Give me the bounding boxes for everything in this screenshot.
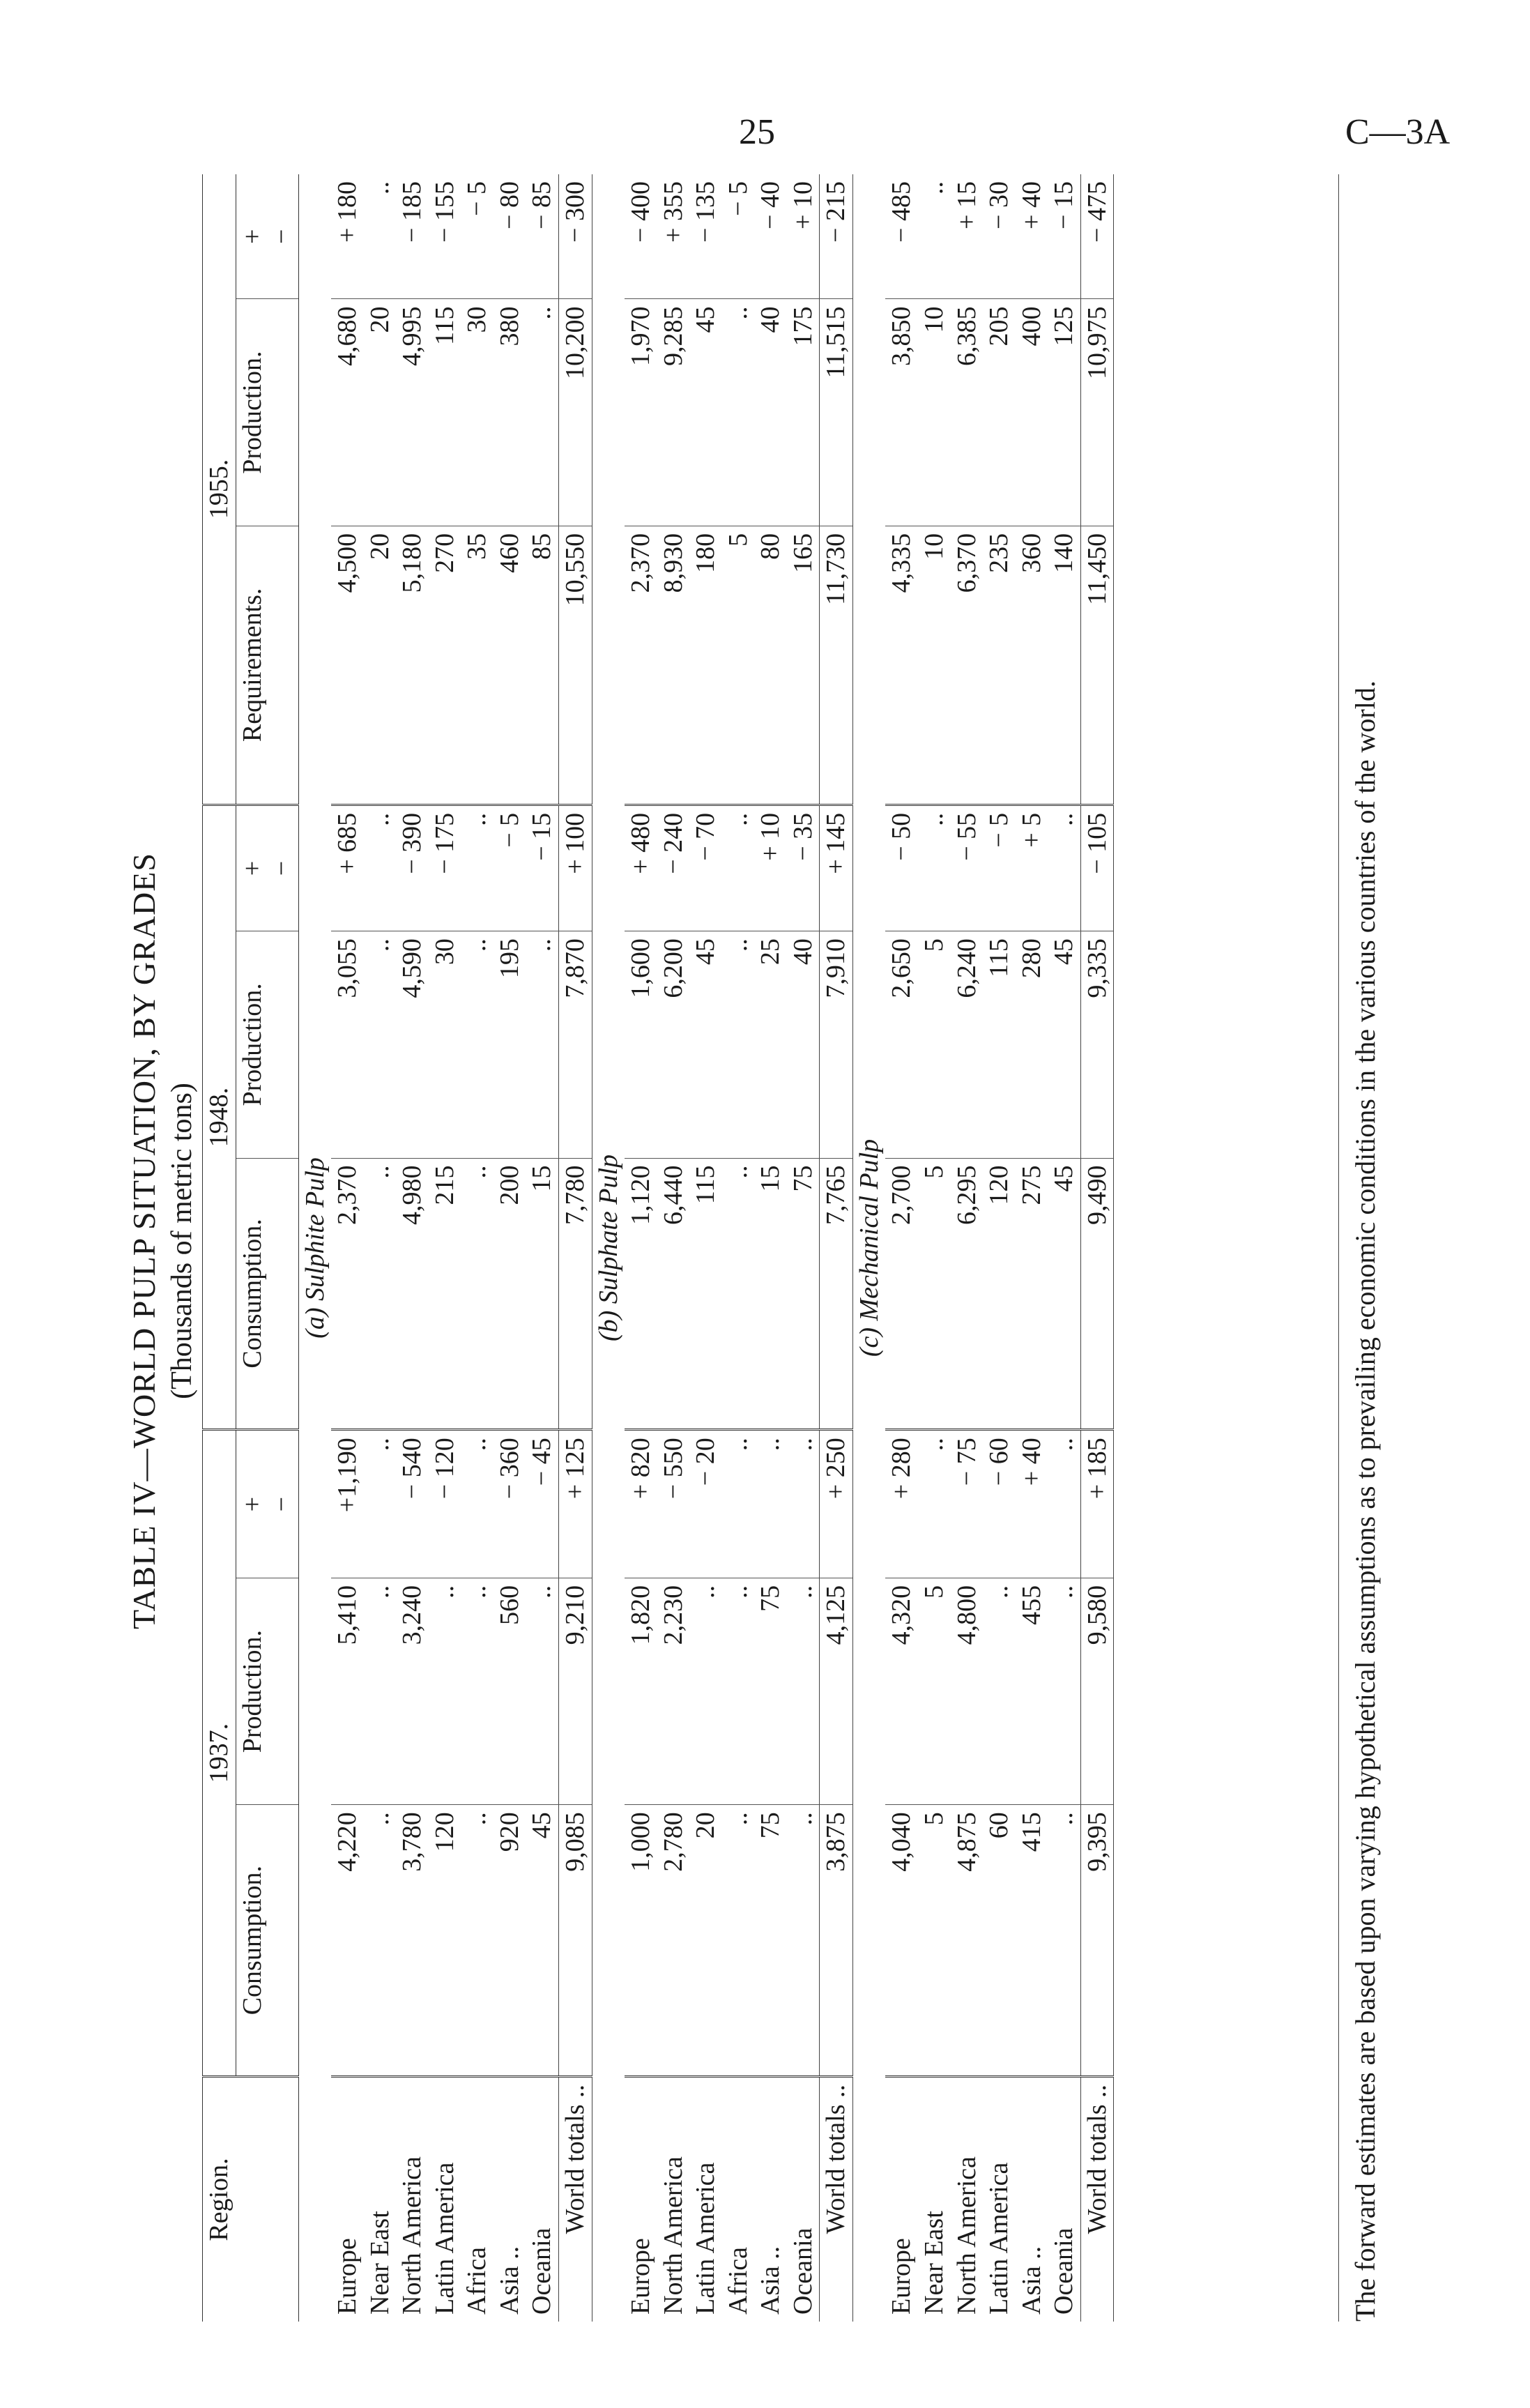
table-row	[689, 174, 722, 2322]
value-cell-p55: 400	[1016, 299, 1048, 526]
value-cell-p37: 75	[754, 1578, 787, 1804]
pulp-table	[202, 174, 1114, 2322]
value-cell-c37: 1,000	[625, 1805, 657, 2077]
value-cell-d55: ..	[918, 174, 951, 299]
value-cell-r55: 5,180	[396, 526, 429, 805]
value-cell-p48: 30	[429, 931, 461, 1158]
value-cell-d48: ..	[1048, 805, 1080, 931]
value-cell-c48: 5	[918, 1158, 951, 1430]
value-cell-p55: 10	[918, 299, 951, 526]
value-cell-d55: − 30	[983, 174, 1016, 299]
value-cell-c48: 115	[689, 1158, 722, 1430]
value-cell-r55: 235	[983, 526, 1016, 805]
value-cell-d48: − 5	[494, 805, 526, 931]
value-cell-d48: ..	[461, 805, 494, 931]
table-row	[885, 174, 918, 2322]
value-cell-p48: 280	[1016, 931, 1048, 1158]
value-cell-p37: 1,820	[625, 1578, 657, 1804]
value-cell-d55: − 5	[461, 174, 494, 299]
value-cell-p55: 6,385	[951, 299, 984, 526]
table-row	[526, 174, 558, 2322]
value-cell-c48: 275	[1016, 1158, 1048, 1430]
value-cell-d48: + 685	[331, 805, 364, 931]
value-cell-c48: 4,980	[396, 1158, 429, 1430]
header-production-1955: Production.	[236, 299, 298, 526]
header-requirements-1955: Requirements.	[236, 526, 298, 805]
value-cell-r55: 2,370	[625, 526, 657, 805]
value-cell-r55: 140	[1048, 526, 1080, 805]
value-cell-p48: 2,650	[885, 931, 918, 1158]
region-cell: Latin America	[984, 2162, 1014, 2315]
value-cell-p55: 40	[754, 299, 787, 526]
value-cell-p37: ..	[689, 1578, 722, 1804]
world-totals-label: World totals ..	[820, 2077, 853, 2322]
value-cell-d48: − 35	[787, 805, 820, 931]
value-cell-c37: 3,780	[396, 1805, 429, 2077]
total-cell-d55: − 475	[1080, 174, 1114, 299]
value-cell-c48: 6,440	[657, 1158, 690, 1430]
value-cell-d55: − 155	[429, 174, 461, 299]
value-cell-d48: ..	[918, 805, 951, 931]
header-region: Region.	[203, 2077, 299, 2322]
value-cell-c48: 1,120	[625, 1158, 657, 1430]
value-cell-c37: 415	[1016, 1805, 1048, 2077]
value-cell-d55: − 80	[494, 174, 526, 299]
value-cell-p37: 4,320	[885, 1578, 918, 1804]
table-row	[787, 174, 820, 2322]
value-cell-d37: ..	[1048, 1430, 1080, 1578]
total-cell-d37: + 250	[820, 1430, 853, 1578]
region-cell: Asia ..	[756, 2246, 786, 2315]
region-cell: Europe	[626, 2238, 656, 2315]
value-cell-p55: ..	[526, 299, 558, 526]
value-cell-p55: 4,995	[396, 299, 429, 526]
table-row	[722, 174, 755, 2322]
value-cell-d37: − 360	[494, 1430, 526, 1578]
value-cell-p37: 5	[918, 1578, 951, 1804]
value-cell-p48: 6,240	[951, 931, 984, 1158]
value-cell-c37: 5	[918, 1805, 951, 2077]
value-cell-d37: − 45	[526, 1430, 558, 1578]
region-cell: Asia ..	[1016, 2246, 1046, 2315]
value-cell-d37: ..	[754, 1430, 787, 1578]
footnote: The forward estimates are based upon varying hypothetical assumptions as to prevailing economic conditions in the various countries of the world.	[1338, 174, 1382, 2322]
world-totals-label: World totals ..	[559, 2077, 592, 2322]
value-cell-p48: 25	[754, 931, 787, 1158]
value-cell-r55: 35	[461, 526, 494, 805]
value-cell-r55: 8,930	[657, 526, 690, 805]
total-cell-d37: + 125	[559, 1430, 592, 1578]
total-cell-p48: 9,335	[1080, 931, 1114, 1158]
total-cell-d55: − 215	[820, 174, 853, 299]
value-cell-c48: 120	[983, 1158, 1016, 1430]
table-subtitle: (Thousands of metric tons)	[166, 1083, 198, 1399]
value-cell-c37: 2,780	[657, 1805, 690, 2077]
value-cell-p48: ..	[461, 931, 494, 1158]
header-production-1948: Production.	[236, 931, 298, 1158]
table-row	[625, 174, 657, 2322]
value-cell-d55: − 40	[754, 174, 787, 299]
table-row	[918, 174, 951, 2322]
value-cell-c37: ..	[364, 1805, 397, 2077]
value-cell-r55: 10	[918, 526, 951, 805]
table-row	[951, 174, 984, 2322]
value-cell-r55: 6,370	[951, 526, 984, 805]
value-cell-c48: 215	[429, 1158, 461, 1430]
value-cell-r55: 460	[494, 526, 526, 805]
value-cell-d37: ..	[722, 1430, 755, 1578]
total-cell-c48: 7,765	[820, 1158, 853, 1430]
value-cell-d37: +1,190	[331, 1430, 364, 1578]
total-cell-c37: 9,085	[559, 1805, 592, 2077]
total-cell-r55: 11,730	[820, 526, 853, 805]
value-cell-d48: ..	[722, 805, 755, 931]
value-cell-c48: ..	[722, 1158, 755, 1430]
value-cell-d37: − 20	[689, 1430, 722, 1578]
value-cell-r55: 20	[364, 526, 397, 805]
value-cell-r55: 4,335	[885, 526, 918, 805]
value-cell-r55: 360	[1016, 526, 1048, 805]
region-cell: Oceania	[527, 2227, 557, 2315]
table-title-block	[112, 160, 199, 2322]
region-cell: Africa	[723, 2246, 753, 2315]
value-cell-d55: ..	[364, 174, 397, 299]
value-cell-p55: 30	[461, 299, 494, 526]
section-title-row	[298, 174, 331, 2322]
value-cell-d55: − 485	[885, 174, 918, 299]
value-cell-c37: 4,220	[331, 1805, 364, 2077]
value-cell-p55: 1,970	[625, 299, 657, 526]
value-cell-d48: − 175	[429, 805, 461, 931]
value-cell-c48: 200	[494, 1158, 526, 1430]
value-cell-d55: − 5	[722, 174, 755, 299]
value-cell-d48: − 55	[951, 805, 984, 931]
value-cell-p37: ..	[526, 1578, 558, 1804]
section-title: (b) Sulphate Pulp	[593, 1154, 623, 1342]
value-cell-d37: − 120	[429, 1430, 461, 1578]
table-row	[1048, 174, 1080, 2322]
region-cell: Europe	[332, 2238, 362, 2315]
value-cell-d48: − 390	[396, 805, 429, 931]
world-totals-label: World totals ..	[1080, 2077, 1114, 2322]
total-cell-d48: − 105	[1080, 805, 1114, 931]
region-cell: Europe	[887, 2238, 917, 2315]
value-cell-c37: ..	[722, 1805, 755, 2077]
total-cell-p55: 10,975	[1080, 299, 1114, 526]
value-cell-c48: 15	[526, 1158, 558, 1430]
value-cell-d48: − 240	[657, 805, 690, 931]
header-consumption-1948: Consumption.	[236, 1158, 298, 1430]
value-cell-c37: 120	[429, 1805, 461, 2077]
total-cell-c37: 3,875	[820, 1805, 853, 2077]
section-title-row	[852, 174, 885, 2322]
value-cell-d55: + 180	[331, 174, 364, 299]
value-cell-p55: 4,680	[331, 299, 364, 526]
region-cell: North America	[397, 2156, 427, 2315]
value-cell-d55: − 185	[396, 174, 429, 299]
region-cell: Asia ..	[494, 2246, 524, 2315]
value-cell-c37: 20	[689, 1805, 722, 2077]
value-cell-c37: 4,040	[885, 1805, 918, 2077]
value-cell-c48: 2,370	[331, 1158, 364, 1430]
total-cell-c48: 7,780	[559, 1158, 592, 1430]
document-reference: C—3A	[1345, 112, 1451, 152]
value-cell-p55: 115	[429, 299, 461, 526]
table-row	[657, 174, 690, 2322]
value-cell-d48: − 70	[689, 805, 722, 931]
value-cell-p48: 45	[1048, 931, 1080, 1158]
region-cell: Near East	[919, 2211, 949, 2315]
value-cell-p48: 1,600	[625, 931, 657, 1158]
value-cell-d37: − 60	[983, 1430, 1016, 1578]
total-cell-r55: 10,550	[559, 526, 592, 805]
value-cell-d55: − 400	[625, 174, 657, 299]
header-consumption-1937: Consumption.	[236, 1805, 298, 2077]
value-cell-p48: 3,055	[331, 931, 364, 1158]
value-cell-d48: + 10	[754, 805, 787, 931]
header-1948: 1948.	[203, 805, 236, 1429]
value-cell-p48: ..	[364, 931, 397, 1158]
value-cell-c48: 6,295	[951, 1158, 984, 1430]
region-cell: Oceania	[788, 2227, 818, 2315]
value-cell-r55: 80	[754, 526, 787, 805]
region-cell: Oceania	[1049, 2227, 1079, 2315]
table-row	[364, 174, 397, 2322]
region-cell: Africa	[462, 2246, 492, 2315]
table-row	[983, 174, 1016, 2322]
value-cell-d37: + 40	[1016, 1430, 1048, 1578]
table-row	[1016, 174, 1048, 2322]
region-cell: Near East	[365, 2211, 395, 2315]
value-cell-c48: ..	[364, 1158, 397, 1430]
total-cell-d48: + 100	[559, 805, 592, 931]
table-row	[429, 174, 461, 2322]
value-cell-p37: ..	[983, 1578, 1016, 1804]
value-cell-d48: + 480	[625, 805, 657, 931]
value-cell-p55: 9,285	[657, 299, 690, 526]
value-cell-p37: ..	[364, 1578, 397, 1804]
value-cell-d48: ..	[364, 805, 397, 931]
value-cell-c37: 4,875	[951, 1805, 984, 2077]
value-cell-p48: 40	[787, 931, 820, 1158]
value-cell-p37: 560	[494, 1578, 526, 1804]
total-cell-d55: − 300	[559, 174, 592, 299]
table-row	[494, 174, 526, 2322]
header-pm-1948: + −	[236, 805, 298, 931]
value-cell-d55: − 85	[526, 174, 558, 299]
world-totals-row	[1080, 174, 1114, 2322]
total-cell-p55: 11,515	[820, 299, 853, 526]
value-cell-p37: 455	[1016, 1578, 1048, 1804]
world-totals-row	[820, 174, 853, 2322]
total-cell-c48: 9,490	[1080, 1158, 1114, 1430]
value-cell-p37: ..	[461, 1578, 494, 1804]
value-cell-p55: 125	[1048, 299, 1080, 526]
value-cell-d48: − 15	[526, 805, 558, 931]
header-year-row	[203, 174, 236, 2322]
region-cell: North America	[951, 2156, 981, 2315]
value-cell-d55: − 15	[1048, 174, 1080, 299]
value-cell-d55: + 355	[657, 174, 690, 299]
value-cell-d55: + 40	[1016, 174, 1048, 299]
region-cell: Latin America	[691, 2162, 721, 2315]
value-cell-d48: − 5	[983, 805, 1016, 931]
total-cell-d37: + 185	[1080, 1430, 1114, 1578]
header-pm-1955: + −	[236, 174, 298, 299]
value-cell-p37: ..	[429, 1578, 461, 1804]
total-cell-p48: 7,870	[559, 931, 592, 1158]
total-cell-r55: 11,450	[1080, 526, 1114, 805]
value-cell-p37: 5,410	[331, 1578, 364, 1804]
value-cell-p37: ..	[722, 1578, 755, 1804]
total-cell-p37: 9,580	[1080, 1578, 1114, 1804]
table-row	[754, 174, 787, 2322]
value-cell-p55: 20	[364, 299, 397, 526]
value-cell-c48: ..	[461, 1158, 494, 1430]
value-cell-p37: 2,230	[657, 1578, 690, 1804]
value-cell-d37: ..	[364, 1430, 397, 1578]
header-1955: 1955.	[203, 174, 236, 805]
table-row	[331, 174, 364, 2322]
total-cell-p37: 4,125	[820, 1578, 853, 1804]
value-cell-d37: − 540	[396, 1430, 429, 1578]
value-cell-c37: 45	[526, 1805, 558, 2077]
value-cell-r55: 5	[722, 526, 755, 805]
header-production-1937: Production.	[236, 1578, 298, 1804]
section-title-row	[592, 174, 625, 2322]
value-cell-p48: 6,200	[657, 931, 690, 1158]
value-cell-c48: 2,700	[885, 1158, 918, 1430]
total-cell-p55: 10,200	[559, 299, 592, 526]
value-cell-r55: 180	[689, 526, 722, 805]
value-cell-r55: 270	[429, 526, 461, 805]
value-cell-d55: + 10	[787, 174, 820, 299]
total-cell-d48: + 145	[820, 805, 853, 931]
value-cell-c37: ..	[461, 1805, 494, 2077]
value-cell-p55: 175	[787, 299, 820, 526]
total-cell-p48: 7,910	[820, 931, 853, 1158]
value-cell-p55: 3,850	[885, 299, 918, 526]
total-cell-c37: 9,395	[1080, 1805, 1114, 2077]
value-cell-d37: ..	[918, 1430, 951, 1578]
value-cell-p48: 115	[983, 931, 1016, 1158]
rotated-table-block	[112, 160, 1415, 2322]
table-row	[396, 174, 429, 2322]
value-cell-c37: ..	[1048, 1805, 1080, 2077]
table-row	[461, 174, 494, 2322]
value-cell-p48: ..	[526, 931, 558, 1158]
value-cell-p37: ..	[1048, 1578, 1080, 1804]
value-cell-c37: 75	[754, 1805, 787, 2077]
world-totals-row	[559, 174, 592, 2322]
value-cell-p37: 3,240	[396, 1578, 429, 1804]
value-cell-c37: ..	[787, 1805, 820, 2077]
section-title: (c) Mechanical Pulp	[854, 1138, 884, 1357]
header-measure-row	[236, 174, 298, 2322]
value-cell-r55: 85	[526, 526, 558, 805]
value-cell-p37: ..	[787, 1578, 820, 1804]
region-cell: Latin America	[429, 2162, 459, 2315]
value-cell-p55: 380	[494, 299, 526, 526]
value-cell-p37: 4,800	[951, 1578, 984, 1804]
value-cell-c48: 15	[754, 1158, 787, 1430]
table-body	[298, 174, 1114, 2322]
value-cell-p48: ..	[722, 931, 755, 1158]
value-cell-c37: 60	[983, 1805, 1016, 2077]
region-cell: North America	[658, 2156, 688, 2315]
value-cell-p55: ..	[722, 299, 755, 526]
value-cell-p55: 45	[689, 299, 722, 526]
value-cell-c48: 45	[1048, 1158, 1080, 1430]
value-cell-p55: 205	[983, 299, 1016, 526]
value-cell-d48: + 5	[1016, 805, 1048, 931]
value-cell-p48: 45	[689, 931, 722, 1158]
value-cell-p48: 4,590	[396, 931, 429, 1158]
section-title: (a) Sulphite Pulp	[300, 1157, 330, 1339]
value-cell-c37: 920	[494, 1805, 526, 2077]
table-title: TABLE IV—WORLD PULP SITUATION, BY GRADES	[126, 853, 162, 1629]
value-cell-p48: 5	[918, 931, 951, 1158]
page-number: 25	[739, 112, 775, 152]
value-cell-c48: 75	[787, 1158, 820, 1430]
value-cell-d37: ..	[461, 1430, 494, 1578]
total-cell-p37: 9,210	[559, 1578, 592, 1804]
header-pm-1937: + −	[236, 1430, 298, 1578]
value-cell-d37: − 550	[657, 1430, 690, 1578]
value-cell-d37: ..	[787, 1430, 820, 1578]
value-cell-d37: + 280	[885, 1430, 918, 1578]
value-cell-r55: 165	[787, 526, 820, 805]
value-cell-d48: − 50	[885, 805, 918, 931]
header-1937: 1937.	[203, 1430, 236, 2077]
value-cell-d37: − 75	[951, 1430, 984, 1578]
value-cell-d55: + 15	[951, 174, 984, 299]
value-cell-d37: + 820	[625, 1430, 657, 1578]
value-cell-d55: − 135	[689, 174, 722, 299]
value-cell-r55: 4,500	[331, 526, 364, 805]
value-cell-p48: 195	[494, 931, 526, 1158]
